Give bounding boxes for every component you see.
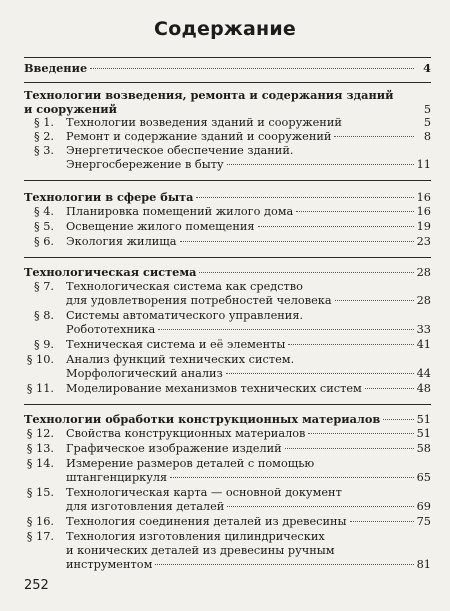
dot-leader xyxy=(170,477,413,478)
entry-title: Энергетическое обеспечение зданий. xyxy=(66,144,294,157)
toc-entry xyxy=(24,235,431,249)
entry-title: Технология изготовления цилиндрических xyxy=(66,530,325,543)
toc-entry-continuation: для изготовления деталей 69 xyxy=(66,500,431,513)
toc-entry-continuation: штангенциркуля 65 xyxy=(66,471,431,484)
entry-page: 16 xyxy=(416,205,431,218)
entry-page: 51 xyxy=(416,427,431,440)
entry-page: 69 xyxy=(416,500,431,513)
entry-number: § 2. xyxy=(33,130,54,143)
entry-page: 65 xyxy=(416,471,431,484)
dot-leader xyxy=(227,164,414,165)
entry-page: 4 xyxy=(423,61,431,75)
dot-leader xyxy=(155,564,413,565)
toc-entry-continuation: и конических деталей из древесины ручным xyxy=(66,544,335,557)
entry-page: 11 xyxy=(416,158,431,171)
entry-number: § 4. xyxy=(33,205,54,218)
entry-page: 23 xyxy=(416,235,431,248)
entry-number: § 5. xyxy=(33,220,54,233)
dot-leader xyxy=(199,272,413,273)
section-heading: Технологическая система 28 xyxy=(24,265,431,279)
entry-number: § 1. xyxy=(33,116,54,129)
entry-page: 5 xyxy=(423,103,431,116)
entry-number: § 16. xyxy=(26,515,54,528)
entry-title: Введение xyxy=(24,61,88,75)
entry-page: 58 xyxy=(416,442,431,455)
entry-number: § 14. xyxy=(26,457,54,470)
toc-entry xyxy=(24,486,431,500)
entry-page: 44 xyxy=(416,367,431,380)
dot-leader xyxy=(226,373,414,374)
section-heading: Технологии в сфере быта 16 xyxy=(24,190,431,204)
dot-leader xyxy=(350,521,414,522)
entry-title: Технологическая система как средство xyxy=(66,280,303,293)
entry-page: 19 xyxy=(416,220,431,233)
entry-title: Планировка помещений жилого дома xyxy=(66,205,294,218)
dot-leader xyxy=(308,433,413,434)
entry-title: Экология жилища xyxy=(66,235,177,248)
divider xyxy=(24,404,431,405)
entry-page: 28 xyxy=(416,266,431,279)
entry-title: Анализ функций технических систем. xyxy=(66,353,295,366)
divider xyxy=(24,57,431,58)
dot-leader xyxy=(296,211,413,212)
section-heading: Технологии обработки конструкционных материалов 51 xyxy=(24,412,431,426)
entry-title: Технология соединения деталей из древесины xyxy=(66,515,347,528)
entry-title: Свойства конструкционных материалов xyxy=(66,427,306,440)
toc-entry-continuation: Морфологический анализ 44 xyxy=(66,367,431,380)
entry-title: Графическое изображение изделий xyxy=(66,442,282,455)
dot-leader xyxy=(335,300,414,301)
entry-title: Ремонт и содержание зданий и сооружений xyxy=(66,130,332,143)
dot-leader xyxy=(90,68,414,69)
entry-page: 8 xyxy=(423,130,431,143)
dot-leader xyxy=(158,329,413,330)
toc-entry xyxy=(24,116,431,130)
toc-entry xyxy=(24,457,431,471)
entry-number: § 13. xyxy=(26,442,54,455)
entry-number: § 7. xyxy=(33,280,54,293)
entry-title: Освещение жилого помещения xyxy=(66,220,255,233)
dot-leader xyxy=(196,197,413,198)
entry-page: 81 xyxy=(416,558,431,571)
toc-entry-intro xyxy=(24,61,431,75)
toc-entry xyxy=(24,130,431,144)
entry-page: 5 xyxy=(423,116,431,129)
entry-title: Технологическая карта — основной документ xyxy=(66,486,342,499)
entry-number: § 6. xyxy=(33,235,54,248)
section-heading-line: и сооружений 5 xyxy=(24,102,431,116)
toc-entry xyxy=(24,338,431,352)
toc-entry xyxy=(24,382,431,396)
dot-leader xyxy=(334,136,414,137)
entry-title: Системы автоматического управления. xyxy=(66,309,304,322)
dot-leader xyxy=(227,506,413,507)
entry-number: § 15. xyxy=(26,486,54,499)
toc-entry xyxy=(24,530,431,544)
toc-entry xyxy=(24,280,431,294)
entry-page: 51 xyxy=(416,413,431,426)
divider xyxy=(24,180,431,181)
entry-title: Техническая система и её элементы xyxy=(66,338,286,351)
toc-entry xyxy=(24,205,431,219)
dot-leader xyxy=(180,241,414,242)
toc-entry xyxy=(24,515,431,529)
page-title: Содержание xyxy=(154,18,296,40)
toc-entry xyxy=(24,442,431,456)
toc-entry-continuation: для удовлетворения потребностей человека 28 xyxy=(66,294,431,307)
entry-page: 41 xyxy=(416,338,431,351)
dot-leader xyxy=(285,448,414,449)
toc-entry-continuation: Энергосбережение в быту 11 xyxy=(66,158,431,171)
dot-leader xyxy=(258,226,414,227)
entry-page: 48 xyxy=(416,382,431,395)
toc-entry-continuation: Робототехника 33 xyxy=(66,323,431,336)
entry-number: § 3. xyxy=(33,144,54,157)
page-number: 252 xyxy=(24,578,49,593)
entry-page: 16 xyxy=(416,191,431,204)
entry-title: Измерение размеров деталей с помощью xyxy=(66,457,315,470)
toc-entry xyxy=(24,220,431,234)
dot-leader xyxy=(365,388,414,389)
entry-number: § 8. xyxy=(33,309,54,322)
entry-page: 33 xyxy=(416,323,431,336)
entry-number: § 11. xyxy=(26,382,54,395)
entry-number: § 10. xyxy=(26,353,54,366)
entry-title: Технологии возведения зданий и сооружений xyxy=(66,116,342,129)
toc-entry xyxy=(24,144,431,158)
dot-leader xyxy=(288,344,413,345)
toc-entry xyxy=(24,353,431,367)
entry-number: § 9. xyxy=(33,338,54,351)
divider xyxy=(24,257,431,258)
toc-entry xyxy=(24,309,431,323)
section-heading: Технологии возведения, ремонта и содержания зданий xyxy=(24,88,394,102)
entry-title: Моделирование механизмов технических систем xyxy=(66,382,362,395)
entry-number: § 12. xyxy=(26,427,54,440)
dot-leader xyxy=(383,419,413,420)
toc-entry xyxy=(24,427,431,441)
entry-page: 75 xyxy=(416,515,431,528)
toc-entry-continuation: инструментом 81 xyxy=(66,558,431,571)
entry-page: 28 xyxy=(416,294,431,307)
divider xyxy=(24,82,431,83)
entry-number: § 17. xyxy=(26,530,54,543)
